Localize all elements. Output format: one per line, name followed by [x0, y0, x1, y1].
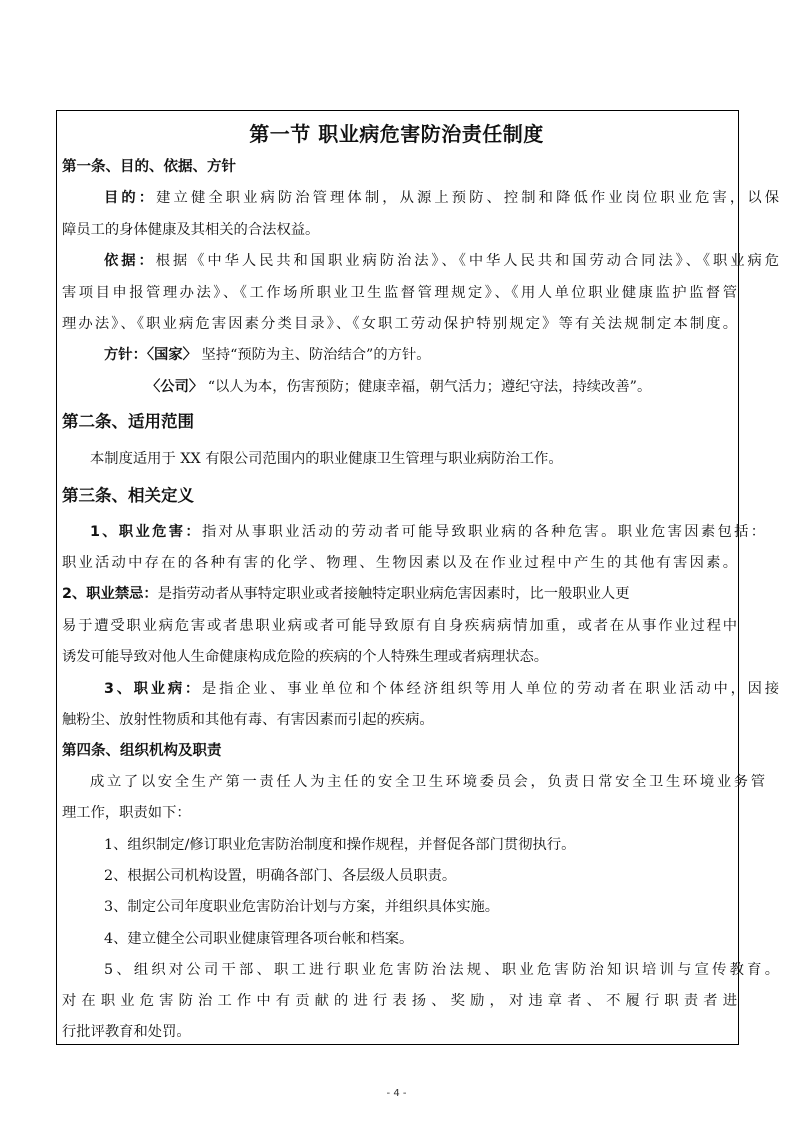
duty-item-1: 1、组织制定/修订职业危害防治制度和操作规程，并督促各部门贯彻执行。 [104, 837, 576, 853]
policy-company-label: 〈公司〉 [146, 379, 204, 395]
article4-intro-line2: 理工作，职责如下： [62, 805, 191, 821]
policy-national-label: 〈国家〉 [146, 347, 197, 363]
def3-line2: 触粉尘、放射性物质和其他有毒、有害因素而引起的疾病。 [62, 712, 434, 728]
article4-heading: 第四条、组织机构及职责 [62, 743, 222, 759]
def3-line1: 3、职业病：是指企业、事业单位和个体经济组织等用人单位的劳动者在职业活动中，因接 [104, 681, 779, 697]
def1-line1: 1、职业危害：指对从事职业活动的劳动者可能导致职业病的各种危害。职业危害因素包括： [90, 524, 766, 540]
policy-company-line: 〈公司〉 “以人为本，伤害预防；健康幸福，朝气活力；遵纪守法，持续改善”。 [146, 379, 652, 395]
def1-label: 1、职业危害： [90, 524, 203, 540]
basis-label: 依据： [104, 253, 156, 269]
purpose-line1: 目的：建立健全职业病防治管理体制，从源上预防、控制和降低作业岗位职业危害，以保 [104, 190, 780, 206]
basis-line2: 害项目申报管理办法》、《工作场所职业卫生监督管理规定》、《用人单位职业健康监护监督管 [62, 285, 737, 301]
policy-national-line: 方针：〈国家〉 坚持“预防为主、防治结合”的方针。 [104, 347, 431, 363]
duty-item-5-line3: 行批评教育和处罚。 [62, 1024, 191, 1040]
policy-label: 方针： [104, 347, 147, 363]
article1-heading: 第一条、目的、依据、方针 [62, 159, 236, 175]
duty-item-4: 4、建立健全公司职业健康管理各项台帐和档案。 [104, 931, 414, 947]
duty-item-3: 3、制定公司年度职业危害防治计划与方案，并组织具体实施。 [104, 899, 500, 915]
def2-line3: 诱发可能导致对他人生命健康构成危险的疾病的个人特殊生理或者病理状态。 [62, 649, 549, 665]
def2-line2: 易于遭受职业病危害或者患职业病或者可能导致原有自身疾病病情加重，或者在从事作业过程中 [62, 618, 737, 634]
article3-heading: 第三条、相关定义 [62, 486, 194, 505]
article4-intro-line1: 成立了以安全生产第一责任人为主任的安全卫生环境委员会，负责日常安全卫生环境业务管 [90, 774, 765, 790]
def2-line1: 2、职业禁忌：是指劳动者从事特定职业或者接触特定职业病危害因素时，比一般职业人更 [62, 586, 630, 602]
section-title: 第一节 职业病危害防治责任制度 [249, 122, 544, 146]
def3-label: 3、职业病： [104, 681, 202, 697]
duty-item-2: 2、根据公司机构设置，明确各部门、各层级人员职责。 [104, 868, 457, 884]
article2-heading: 第二条、适用范围 [62, 412, 194, 431]
basis-line3: 理办法》、《职业病危害因素分类目录》、《女职工劳动保护特别规定》等有关法规制定本制度。 [62, 316, 737, 332]
purpose-line2: 障员工的身体健康及其相关的合法权益。 [62, 222, 320, 238]
duty-item-5-line2: 对在职业危害防治工作中有贡献的进行表扬、奖励，对违章者、不履行职责者进 [62, 993, 737, 1009]
duty-item-5: 5、组织对公司干部、职工进行职业危害防治法规、职业危害防治知识培训与宣传教育。 [104, 962, 779, 978]
def2-label: 2、职业禁忌： [62, 586, 158, 602]
page-number: - 4 - [386, 1088, 407, 1099]
purpose-label: 目的： [104, 190, 157, 206]
basis-line1: 依据：根据《中华人民共和国职业病防治法》、《中华人民共和国劳动合同法》、《职业病危 [104, 253, 779, 269]
def1-line2: 职业活动中存在的各种有害的化学、物理、生物因素以及在作业过程中产生的其他有害因素。 [62, 555, 737, 571]
article2-text: 本制度适用于 XX 有限公司范围内的职业健康卫生管理与职业病防治工作。 [90, 451, 563, 467]
